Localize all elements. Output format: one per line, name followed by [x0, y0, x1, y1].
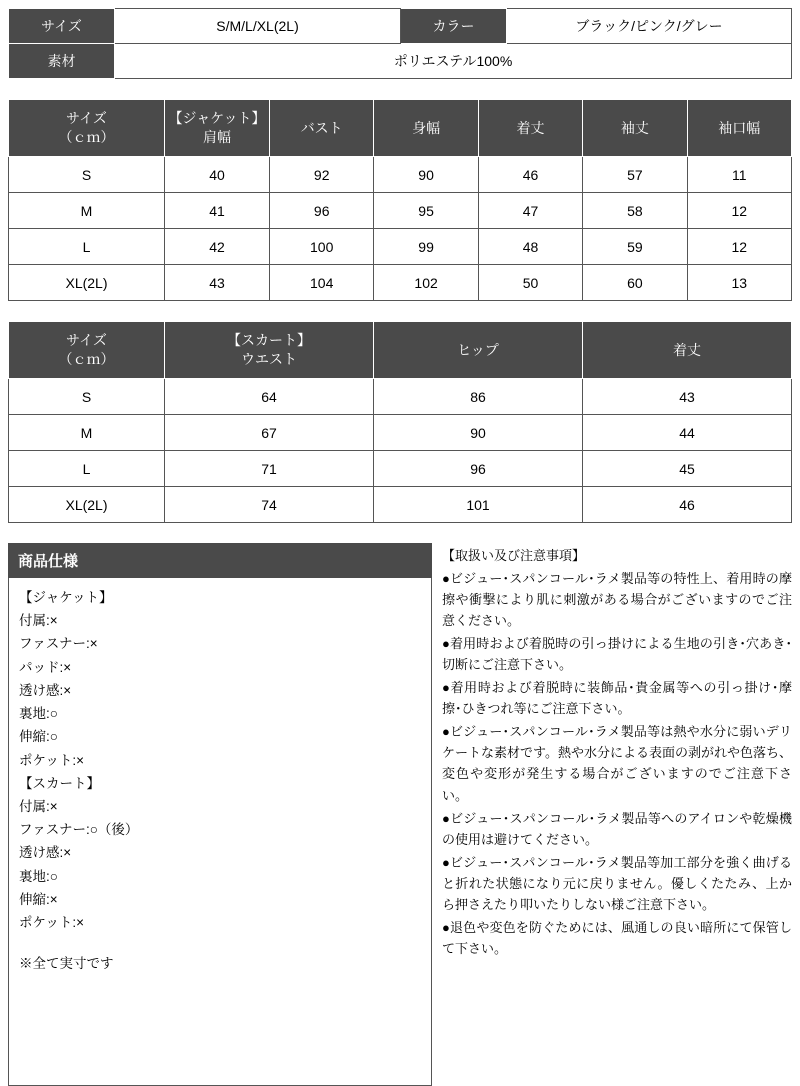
- cell: 67: [165, 415, 374, 451]
- cell: 99: [374, 229, 478, 265]
- cell: 90: [374, 157, 478, 193]
- row-size-label: XL(2L): [9, 265, 165, 301]
- bottom-section: [8, 543, 792, 1086]
- spacer: [19, 934, 421, 952]
- col-length: 着丈: [478, 100, 582, 157]
- spec-line: 透け感:×: [19, 682, 72, 698]
- cell: 104: [270, 265, 374, 301]
- product-spec-panel: [8, 543, 432, 1086]
- row-size-label: S: [9, 157, 165, 193]
- note-item: ●ビジュー･スパンコール･ラメ製品等へのアイロンや乾燥機の使用は避けてください。: [442, 810, 792, 847]
- product-spec-body: [8, 578, 432, 1086]
- cell: 100: [270, 229, 374, 265]
- note-item: ●着用時および着脱時の引っ掛けによる生地の引き･穴あき･切断にご注意下さい。: [442, 636, 792, 673]
- col-body-width: 身幅: [374, 100, 478, 157]
- spec-line: 付属:×: [19, 613, 58, 629]
- cell: 13: [687, 265, 791, 301]
- row-size-label: L: [9, 229, 165, 265]
- cell: 40: [165, 157, 270, 193]
- cell: 43: [583, 379, 792, 415]
- product-spec-title: 商品仕様: [8, 543, 432, 578]
- cell: 11: [687, 157, 791, 193]
- note-item: ●着用時および着脱時に装飾品･貴金属等への引っ掛け･摩擦･ひきつれ等にご注意下さい。: [442, 680, 792, 717]
- spec-line: 伸縮:○: [19, 729, 58, 745]
- row-size-label: XL(2L): [9, 487, 165, 523]
- spec-label-color: カラー: [401, 9, 507, 44]
- spec-line: 付属:×: [19, 798, 58, 814]
- spec-label-material: 素材: [9, 44, 115, 79]
- spec-value-material: ポリエステル100%: [115, 44, 792, 79]
- cell: 86: [374, 379, 583, 415]
- table-row: [9, 229, 792, 265]
- spec-line: パッド:×: [19, 659, 72, 675]
- cell: 12: [687, 229, 791, 265]
- spec-line: ポケット:×: [19, 752, 84, 768]
- cell: 57: [583, 157, 687, 193]
- row-size-label: L: [9, 451, 165, 487]
- cell: 47: [478, 193, 582, 229]
- col-bust: バスト: [270, 100, 374, 157]
- cell: 59: [583, 229, 687, 265]
- spec-line: ポケット:×: [19, 915, 84, 931]
- spec-value-color: ブラック/ピンク/グレー: [507, 9, 792, 44]
- jacket-measurement-table: [8, 99, 792, 301]
- row-size-label: M: [9, 415, 165, 451]
- cell: 101: [374, 487, 583, 523]
- cell: 96: [374, 451, 583, 487]
- table-row: [9, 451, 792, 487]
- cell: 50: [478, 265, 582, 301]
- spec-line: 【ジャケット】: [19, 590, 113, 605]
- row-size-label: M: [9, 193, 165, 229]
- table-row: [9, 379, 792, 415]
- table-row: [9, 265, 792, 301]
- col-size: サイズ （ｃｍ）: [9, 322, 165, 379]
- handling-notes-panel: [442, 543, 792, 1086]
- cell: 41: [165, 193, 270, 229]
- note-item: ●ビジュー･スパンコール･ラメ製品等は熱や水分に弱いデリケートな素材です。熱や水分による表面の剥がれや色落ち、変色や変形が発生する場合がございますのでご注意下さい。: [442, 724, 792, 803]
- skirt-measurement-table: [8, 321, 792, 523]
- col-sleeve-length: 袖丈: [583, 100, 687, 157]
- cell: 60: [583, 265, 687, 301]
- spec-line: 裏地:○: [19, 706, 58, 722]
- col-cuff-width: 袖口幅: [687, 100, 791, 157]
- col-length: 着丈: [583, 322, 792, 379]
- table-row: [9, 193, 792, 229]
- handling-notes-title: 【取扱い及び注意事項】: [442, 548, 586, 563]
- cell: 48: [478, 229, 582, 265]
- table-header-row: [9, 322, 792, 379]
- cell: 92: [270, 157, 374, 193]
- note-item: ●退色や変色を防ぐためには、風通しの良い暗所にて保管して下さい。: [442, 919, 792, 956]
- spec-line: 透け感:×: [19, 845, 72, 861]
- note-item: ●ビジュー･スパンコール･ラメ製品等の特性上、着用時の摩擦や衝撃により肌に刺激がある場合がございますのでご注意ください。: [442, 571, 792, 629]
- table-header-row: [9, 100, 792, 157]
- col-shoulder: 【ジャケット】 肩幅: [165, 100, 270, 157]
- table-row: [9, 9, 792, 44]
- spec-value-size: S/M/L/XL(2L): [115, 9, 401, 44]
- spec-line: 【スカート】: [19, 775, 100, 791]
- cell: 96: [270, 193, 374, 229]
- cell: 71: [165, 451, 374, 487]
- cell: 58: [583, 193, 687, 229]
- spec-footnote: ※全て実寸です: [19, 956, 114, 972]
- col-waist: 【スカート】 ウエスト: [165, 322, 374, 379]
- spec-line: ファスナー:×: [19, 636, 98, 652]
- spec-line: ファスナー:○（後）: [19, 822, 139, 838]
- spec-line: 伸縮:×: [19, 891, 58, 907]
- col-size: サイズ （ｃｍ）: [9, 100, 165, 157]
- cell: 46: [478, 157, 582, 193]
- cell: 95: [374, 193, 478, 229]
- cell: 64: [165, 379, 374, 415]
- table-row: [9, 487, 792, 523]
- table-row: [9, 415, 792, 451]
- col-hip: ヒップ: [374, 322, 583, 379]
- cell: 43: [165, 265, 270, 301]
- cell: 42: [165, 229, 270, 265]
- divider: [8, 301, 792, 321]
- table-row: [9, 44, 792, 79]
- table-row: [9, 157, 792, 193]
- cell: 102: [374, 265, 478, 301]
- spec-line: 裏地:○: [19, 868, 58, 884]
- cell: 74: [165, 487, 374, 523]
- cell: 45: [583, 451, 792, 487]
- row-size-label: S: [9, 379, 165, 415]
- spec-label-size: サイズ: [9, 9, 115, 44]
- divider: [8, 79, 792, 99]
- cell: 12: [687, 193, 791, 229]
- cell: 90: [374, 415, 583, 451]
- spec-table: [8, 8, 792, 79]
- cell: 44: [583, 415, 792, 451]
- cell: 46: [583, 487, 792, 523]
- note-item: ●ビジュー･スパンコール･ラメ製品等加工部分を強く曲げると折れた状態になり元に戻りません。優しくたたみ、上から押さえたり叩いたりしない様ご注意下さい。: [442, 854, 792, 912]
